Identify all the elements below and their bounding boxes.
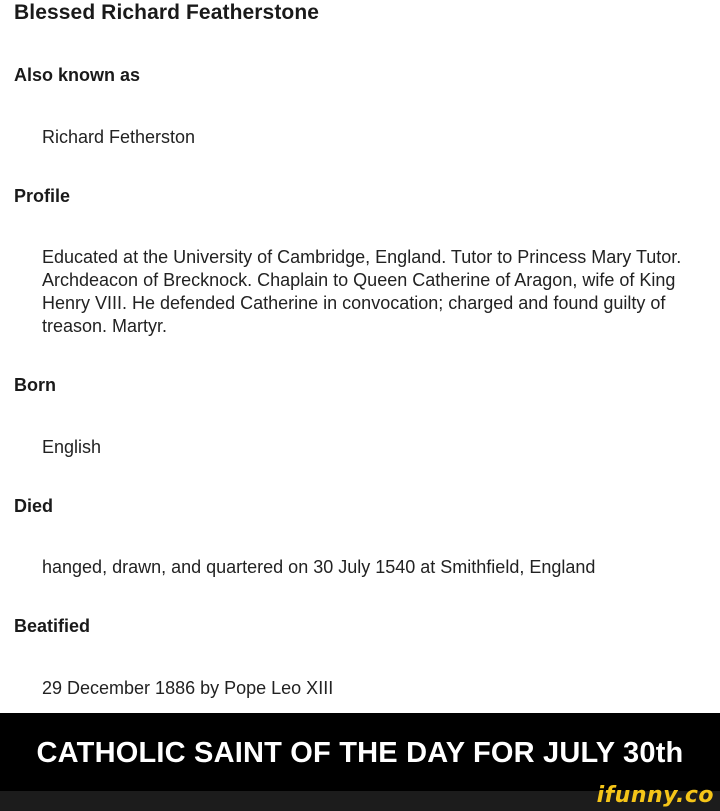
caption-text: CATHOLIC SAINT OF THE DAY FOR JULY 30th (36, 736, 684, 769)
ifunny-watermark: ifunny.co (596, 783, 714, 808)
section-value-died: hanged, drawn, and quartered on 30 July 1540 at Smithfield, England (42, 557, 596, 577)
section-value-born: English (42, 437, 102, 457)
section-heading-profile: Profile (14, 186, 71, 206)
section-heading-died: Died (14, 496, 54, 516)
section-heading-also-known-as: Also known as (14, 65, 141, 85)
section-value-beatified: 29 December 1886 by Pope Leo XIII (42, 678, 334, 698)
page-title: Blessed Richard Featherstone (14, 1, 320, 24)
caption-banner (0, 713, 720, 791)
section-heading-beatified: Beatified (14, 616, 91, 636)
section-heading-born: Born (14, 375, 56, 395)
section-value-also-known-as: Richard Fetherston (42, 127, 196, 147)
footer-strip (0, 783, 720, 811)
section-value-profile: Educated at the University of Cambridge, England. Tutor to Princess Mary Tutor. Archdeacon of Brecknock. Chaplain to Queen Catherine of Aragon, wife of King Henry VIII. He defended Catherine in convocation; charged and found guilty of treason. Martyr. (42, 247, 682, 336)
